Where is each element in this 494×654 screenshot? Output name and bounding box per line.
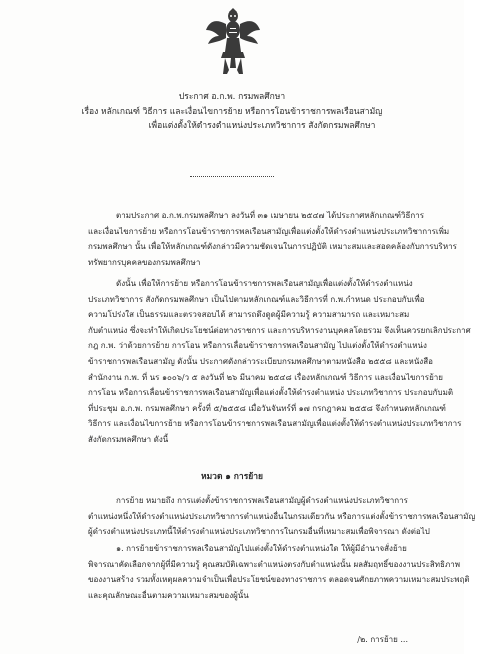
paragraph-line: สังกัดกรมพลศึกษา ดังนี้: [88, 434, 169, 444]
paragraph-line: และเงื่อนไขการย้าย หรือการโอนข้าราชการพลเรือนสามัญเพื่อแต่งตั้งให้ดำรงตำแหน่งประเภทวิชาการเพิ่ม: [88, 226, 450, 236]
paragraph-line: การย้าย หมายถึง การแต่งตั้งข้าราชการพลเรือนสามัญผู้ดำรงตำแหน่งประเภทวิชาการ: [116, 496, 408, 505]
paragraph-line: ทรัพยากรบุคคลของกรมพลศึกษา: [88, 257, 201, 267]
paragraph-line: พิจารณาคัดเลือกจากผู้ที่มีความรู้ คุณสมบัติเฉพาะตำแหน่งตรงกับตำแหน่งนั้น ผลสัมฤทธิ์ของงานประสิทธิภาพ: [88, 559, 460, 569]
paragraph-line: ข้าราชการพลเรือนสามัญ ดังนั้น ประกาศดังกล่าวระเบียบกรมพลศึกษาตามหนังสือ ๒๕๕๘ และหนังสือ: [88, 356, 433, 366]
paragraph-line: ดังนั้น เพื่อให้การย้าย หรือการโอนข้าราชการพลเรือนสามัญเพื่อแต่งตั้งให้ดำรงตำแหน่ง: [116, 279, 413, 288]
paragraph-line: กฎ ก.พ. ว่าด้วยการย้าย การโอน หรือการเลื่อนข้าราชการพลเรือนสามัญ ไปแต่งตั้งให้ดำรงตำแหน่ง: [88, 341, 427, 351]
paragraph-line: ตำแหน่งหนึ่งให้ดำรงตำแหน่งประเภทวิชาการตำแหน่งอื่นในกรมเดียวกัน หรือการแต่งตั้งข้าราชการพลเรือนสามัญ: [88, 511, 476, 521]
paragraph-line: ความโปร่งใส เป็นธรรมและตรวจสอบได้ สามารถดึงดูดผู้มีความรู้ ความสามารถ และเหมาะสม: [88, 310, 410, 320]
divider: [190, 176, 274, 177]
announcement-title: ประกาศ อ.ก.พ. กรมพลศึกษา: [178, 92, 286, 102]
paragraph-line: ผู้ดำรงตำแหน่งประเภทนี้ให้ดำรงตำแหน่งประเภทวิชาการในกรมอื่นที่เหมาะสมเพื่อพิจารณา ดังต่อไป: [88, 527, 430, 537]
garuda-emblem-icon: [205, 8, 261, 74]
paragraph-line: กรมพลศึกษา นั้น เพื่อให้หลักเกณฑ์ดังกล่าวมีความชัดเจนในการปฏิบัติ เหมาะสมและสอดคล้องกับการบริหาร: [88, 242, 457, 252]
paragraph-body: [88, 276, 471, 448]
page-continuation: /๒. การย้าย ...: [357, 635, 408, 644]
paragraph-line: กับตำแหน่ง ซึ่งจะทำให้เกิดประโยชน์ต่อทางราชการ และการบริหารงานบุคคลโดยรวม จึงเห็นควรยกเลิกประกาศ: [88, 325, 471, 335]
paragraph-line: ของงานสร้าง รวมทั้งเหตุผลความจำเป็นเพื่อประโยชน์ของทางราชการ ตลอดจนศักยภาพความเหมาะสมประพฤติ: [88, 575, 470, 585]
section-heading: หมวด ๑ การย้าย: [200, 472, 264, 482]
paragraph-line: และคุณลักษณะอื่นตามความเหมาะสมของผู้นั้น: [88, 590, 249, 600]
paragraph-clause-1: [88, 541, 470, 603]
paragraph-line: ประเภทวิชาการ สังกัดกรมพลศึกษา เป็นไปตามหลักเกณฑ์และวิธีการที่ ก.พ.กำหนด ประกอบกับเพื่อ: [88, 294, 425, 304]
paragraph-line: ตามประกาศ อ.ก.พ.กรมพลศึกษา ลงวันที่ ๓๑ เมษายน ๒๕๔๗ ได้ประกาศหลักเกณฑ์วิธีการ: [116, 211, 425, 220]
paragraph-line: สำนักงาน ก.พ. ที่ นร ๑๐๐๖/ว ๕ ลงวันที่ ๒๖ มีนาคม ๒๕๔๘ เรื่องหลักเกณฑ์ วิธีการ และเงื่อนไขการย้าย: [88, 372, 443, 382]
paragraph-line: ที่ประชุม อ.ก.พ. กรมพลศึกษา ครั้งที่ ๕/๒๕๕๘ เมื่อวันจันทร์ที่ ๑๗ กรกฎาคม ๒๕๕๘ จึงกำหนดหลักเกณฑ์: [88, 403, 446, 413]
announcement-subject: เรื่อง หลักเกณฑ์ วิธีการ และเงื่อนไขการย้าย หรือการโอนข้าราชการพลเรือนสามัญ: [81, 107, 383, 117]
announcement-subject-cont: เพื่อแต่งตั้งให้ดำรงตำแหน่งประเภทวิชาการ สังกัดกรมพลศึกษา: [148, 121, 376, 131]
paragraph-intro: [88, 208, 457, 270]
paragraph-definition: [88, 493, 476, 540]
paragraph-line: ๑. การย้ายข้าราชการพลเรือนสามัญไปแต่งตั้งให้ดำรงตำแหน่งใด ให้ผู้มีอำนาจสั่งย้าย: [116, 544, 407, 553]
paragraph-line: วิธีการ และเงื่อนไขการย้าย หรือการโอนข้าราชการพลเรือนสามัญเพื่อแต่งตั้งให้ดำรงตำแหน่งประเภทวิชาการ: [88, 419, 462, 429]
paragraph-line: การโอน หรือการเลื่อนข้าราชการพลเรือนสามัญเพื่อแต่งตั้งให้ดำรงตำแหน่ง ประเภทวิชาการ ประกอบกับมติ: [88, 388, 454, 398]
